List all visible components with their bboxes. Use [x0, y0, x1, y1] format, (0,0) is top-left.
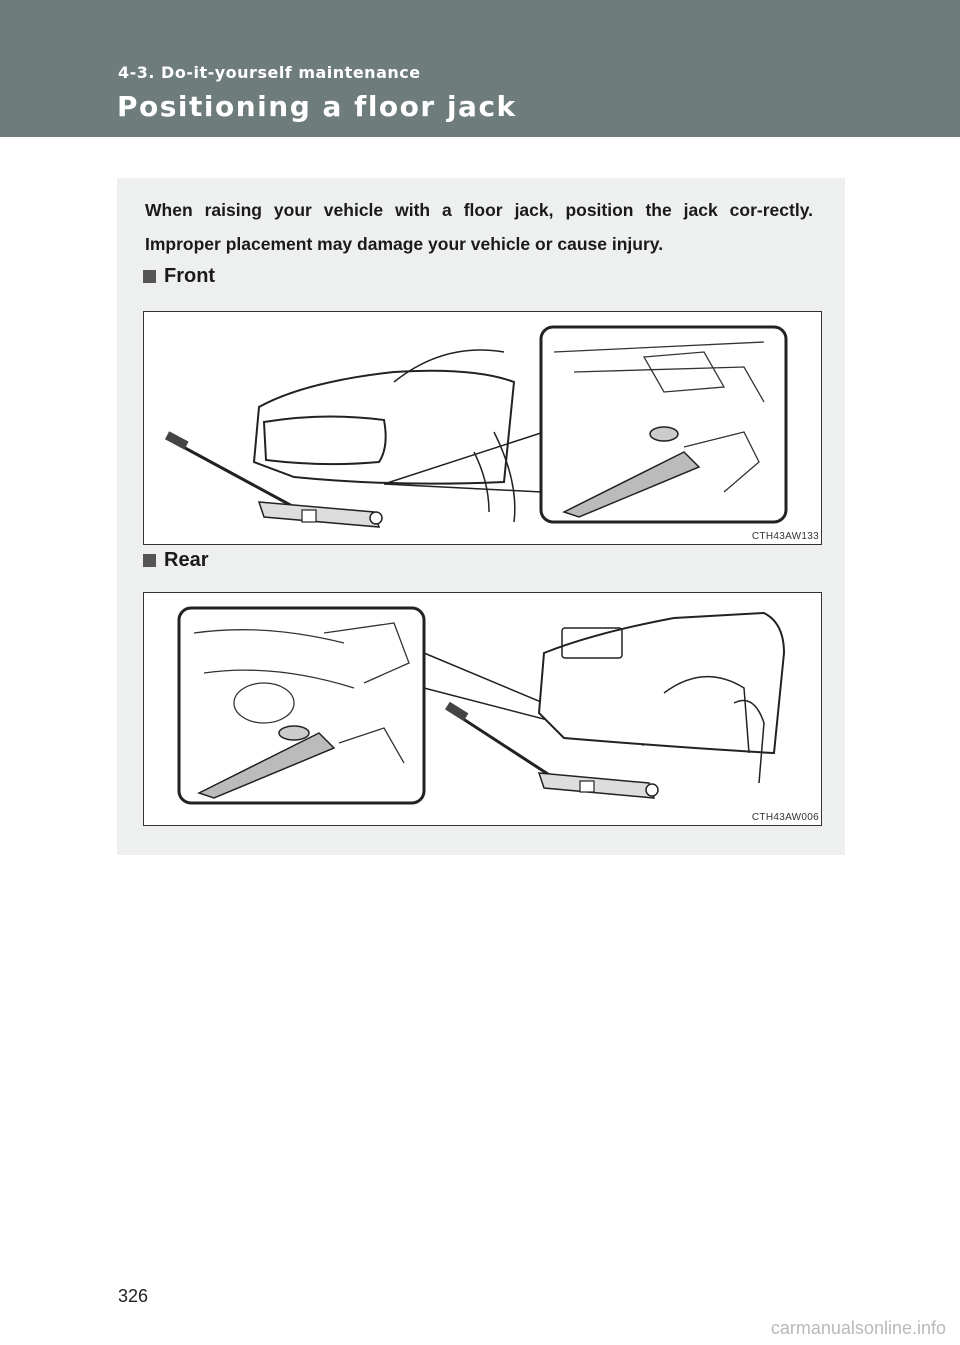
- bullet-square-icon: [143, 270, 156, 283]
- bullet-square-icon: [143, 554, 156, 567]
- intro-text: When raising your vehicle with a floor jack, position the jack cor-rectly. Improper placement may damage your vehicle or cause injury.: [145, 200, 813, 254]
- watermark-link[interactable]: carmanualsonline.info: [770, 1318, 946, 1338]
- subheading-rear: [143, 549, 208, 572]
- subheading-front: [143, 265, 215, 288]
- figure-code: CTH43AW133: [751, 531, 819, 542]
- subheading-label: Front: [164, 265, 216, 287]
- figure-rear: [143, 592, 822, 826]
- figure-front: [143, 311, 822, 545]
- page-title: Positioning a floor jack: [117, 90, 517, 123]
- figure-code: CTH43AW006: [751, 812, 819, 823]
- front-jack-illustration: [144, 312, 821, 544]
- rear-jack-illustration: [144, 593, 821, 825]
- chapter-header: [0, 0, 960, 137]
- page-number: 326: [118, 1286, 149, 1306]
- subheading-label: Rear: [164, 549, 209, 571]
- section-heading: 4-3. Do-it-yourself maintenance: [118, 63, 421, 82]
